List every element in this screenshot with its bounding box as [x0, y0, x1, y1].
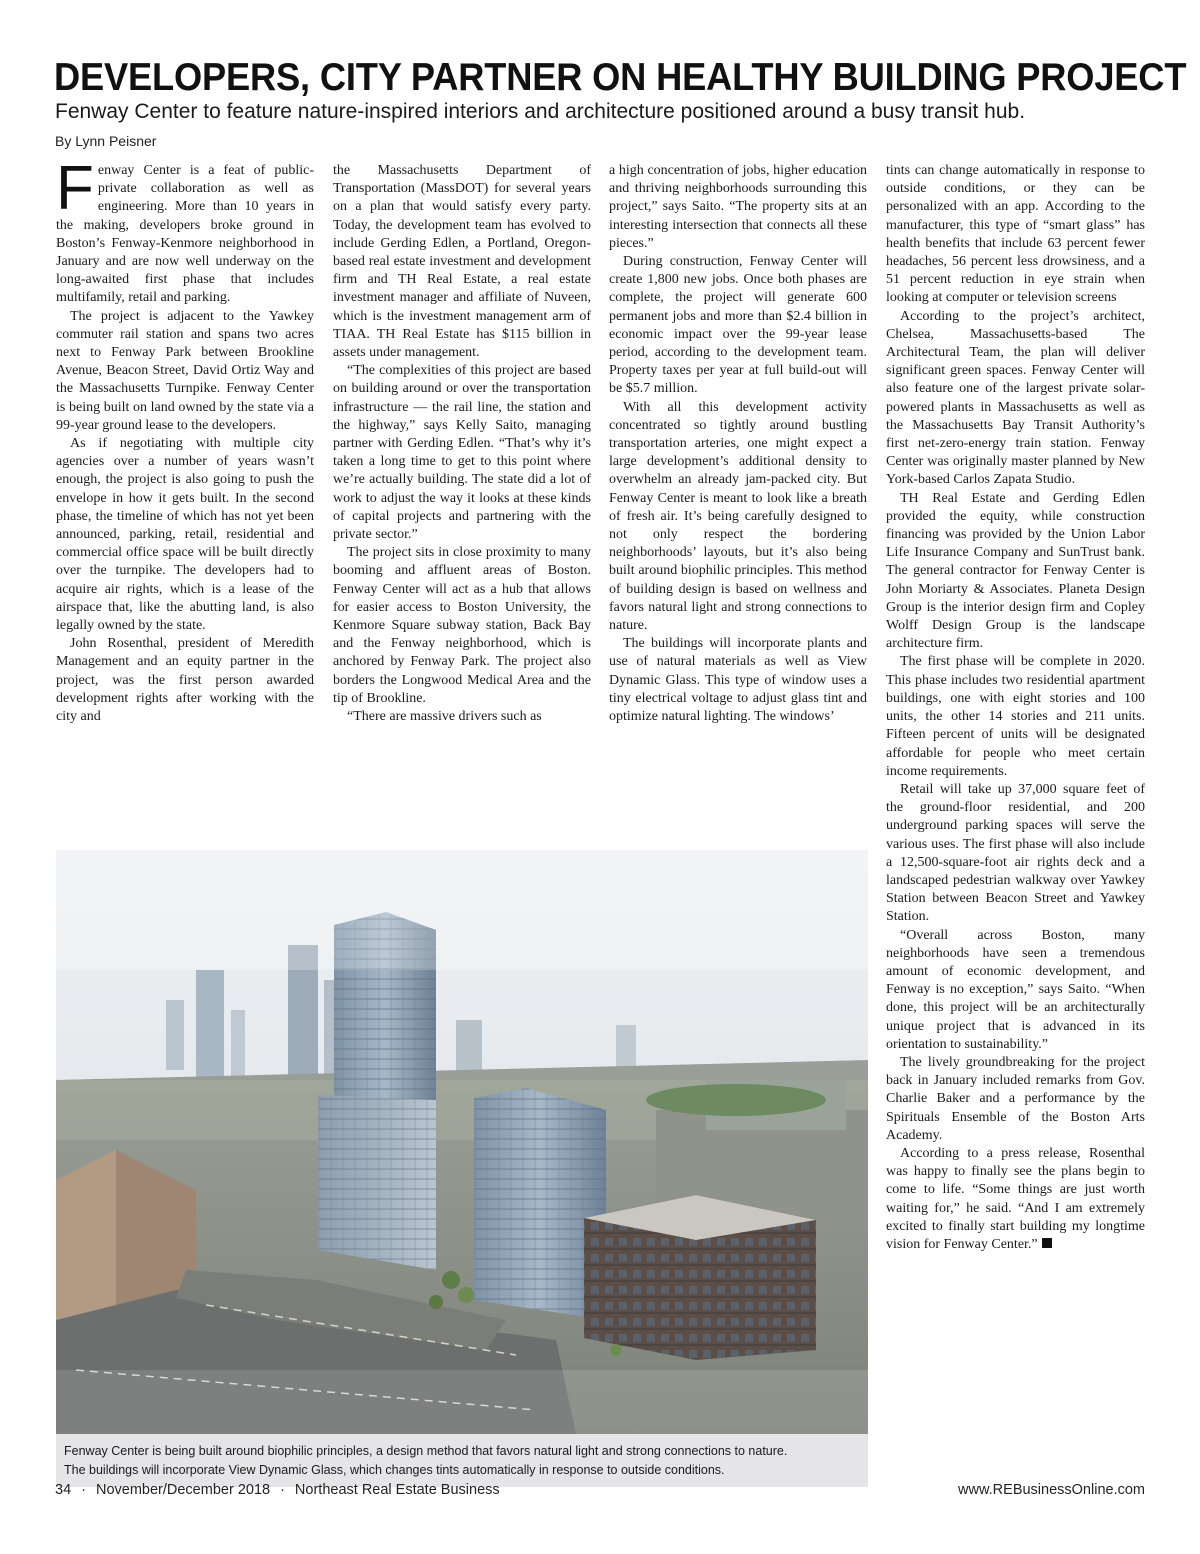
page-number: 34: [55, 1482, 72, 1498]
rendering-photo: [56, 850, 868, 1434]
paragraph: According to a press release, Rosenthal was happy to finally see the plans begin to come to life. “Some things are just worth waiting for,” he said. “And I am extremely excited to finally start building my longtime vision for Fenway Center.”: [886, 1145, 1145, 1252]
paragraph: “The complexities of this project are based on building around or over the transportation infrastructure — the rail line, the station and the highway,” says Kelly Saito, managing partner with Gerding Edlen. “That’s why it’s taken a long time to get to this point where we’re actually building. The state did a lot of work to adjust the way it looks at these kinds of capital projects and partnering with the private sector.”: [333, 363, 591, 543]
footer-separator: ·: [81, 1482, 86, 1498]
paragraph: The project is adjacent to the Yawkey commuter rail station and spans two acres next to Fenway Park between Brookline Avenue, Beacon Street, David Ortiz Way and the Massachusetts Turnpike. Fenway Center is being built on land owned by the state via a 99-year ground lease to the developers.: [56, 308, 314, 433]
paragraph: The project sits in close proximity to many booming and affluent areas of Boston. Fenway Center will act as a hub that allows for easier access to Boston University, the Kenmore Square subway station, Back Bay and the Fenway neighborhood, which is anchored by Fenway Park. The project also borders the Longwood Medical Area and the tip of Brookline.: [333, 545, 591, 706]
paragraph: According to the project’s architect, Chelsea, Massachusetts-based The Architectural Team, the plan will deliver significant green spaces. Fenway Center will also feature one of the largest private solar-powered plants in Massachusetts as well as the Massachusetts Bay Transit Authority’s first net-zero-energy train station. Fenway Center was originally master planned by New York-based Carlos Zapata Studio.: [886, 308, 1145, 488]
end-mark-icon: [1042, 1238, 1052, 1248]
website-link[interactable]: www.REBusinessOnline.com: [958, 1482, 1145, 1498]
paragraph: The buildings will incorporate plants and use of natural materials as well as View Dynamic Glass. This type of window uses a tiny electrical voltage to adjust glass tint and optimize natural lighting. The windows’: [609, 636, 867, 725]
paragraph: During construction, Fenway Center will create 1,800 new jobs. Once both phases are complete, the project will generate 600 permanent jobs and more than $2.4 billion in economic impact over the 99-year lease period, according to the development team. Property taxes per year at full build-out will be $5.7 million.: [609, 254, 867, 397]
figure: [56, 850, 868, 1487]
paragraph: tints can change automatically in response to outside conditions, or they can be personalized with an app. According to the manufacturer, this type of “smart glass” has health benefits that include 63 percent fewer headaches, 56 percent less drowsiness, and a 51 percent reduction in eye strain when looking at computer or television screens: [886, 163, 1145, 306]
paragraph: a high concentration of jobs, higher education and thriving neighborhoods surrounding this project,” says Saito. “The property sits at an interesting intersection that connects all these pieces.”: [609, 163, 867, 251]
article-column-3: [609, 162, 867, 726]
paragraph: “There are massive drivers such as: [347, 709, 542, 725]
paragraph: Retail will take up 37,000 square feet of the ground-floor residential, and 200 underground parking spaces will serve the various uses. The first phase will also include a 12,500-square-foot air rights deck and a landscaped pedestrian walkway over Yawkey Station between Beacon Street and Yawkey Station.: [886, 781, 1145, 925]
article-column-4: [886, 162, 1145, 1254]
publication-name: Northeast Real Estate Business: [294, 1482, 500, 1498]
article-column-1: [56, 154, 314, 726]
paragraph: John Rosenthal, president of Meredith Management and an equity partner in the project, was the first person awarded development rights after working with the city and: [56, 636, 314, 725]
paragraph: Fenway Center is a feat of public-private collaboration as well as engineering. More than 10 years in the making, developers broke ground in Boston’s Fenway-Kenmore neighborhood in January and are now well underway on the long-awaited first phase that includes multifamily, retail and parking.: [56, 154, 314, 306]
footer-left: [55, 1482, 500, 1498]
paragraph: “Overall across Boston, many neighborhoods have seen a tremendous amount of economic development, and Fenway is no exception,” says Saito. “When done, this project will be an architecturally unique project that is advanced in its orientation to sustainability.”: [886, 927, 1145, 1052]
paragraph: With all this development activity concentrated so tightly around bustling transportation arteries, one might expect a large development’s additional density to overwhelm an already jam-packed city. But Fenway Center is meant to look like a breath of fresh air. It’s being carefully designed to not only respect the bordering neighborhoods’ layouts, but it’s also being built around biophilic principles. This method of building design is based on wellness and favors natural light and strong connections to nature.: [609, 399, 867, 634]
footer-separator: ·: [280, 1482, 285, 1498]
headline: DEVELOPERS, CITY PARTNER ON HEALTHY BUILDING PROJECT: [54, 56, 1187, 99]
page-footer: [55, 1482, 1145, 1506]
byline: By Lynn Peisner: [55, 133, 157, 149]
paragraph: The first phase will be complete in 2020. This phase includes two residential apartment buildings, one with eight stories and 100 units, the other 14 stories and 211 units. Fifteen percent of units will be designated affordable for people who meet certain income requirements.: [886, 654, 1145, 779]
paragraph: TH Real Estate and Gerding Edlen provided the equity, while construction financing was provided by the Union Labor Life Insurance Company and SunTrust bank. The general contractor for Fenway Center is John Moriarty & Associates. Planeta Design Group is the interior design firm and Copley Wolff Design Group is the landscape architecture firm.: [886, 490, 1145, 652]
paragraph: The lively groundbreaking for the project back in January included remarks from Gov. Charlie Baker and a performance by the Spirituals Ensemble of the Boston Arts Academy.: [886, 1054, 1145, 1143]
figure-caption: Fenway Center is being built around biophilic principles, a design method that favors natural light and strong connections to nature. The buildings will incorporate View Dynamic Glass, which changes tints automatically in response to outside conditions.: [64, 1444, 788, 1477]
drop-cap: F: [56, 154, 94, 223]
subhead: Fenway Center to feature nature-inspired interiors and architecture positioned around a busy transit hub.: [55, 100, 1026, 123]
issue-date: November/December 2018: [95, 1482, 271, 1498]
paragraph: the Massachusetts Department of Transportation (MassDOT) for several years on a plan that would satisfy every party. Today, the development team has evolved to include Gerding Edlen, a Portland, Oregon-based real estate investment and development firm and TH Real Estate, a real estate investment manager and affiliate of Nuveen, which is the investment management arm of TIAA. TH Real Estate has $115 billion in assets under management.: [333, 163, 591, 361]
paragraph: As if negotiating with multiple city agencies over a number of years wasn’t enough, the project is also going to push the envelope in how it gets built. In the second phase, the timeline of which has not yet been announced, parking, retail, residential and commercial office space will be built directly over the turnpike. The developers had to acquire air rights, which is a lease of the airspace that, like the abutting land, is also legally owned by the state.: [56, 436, 314, 634]
article-column-2: [333, 162, 591, 726]
